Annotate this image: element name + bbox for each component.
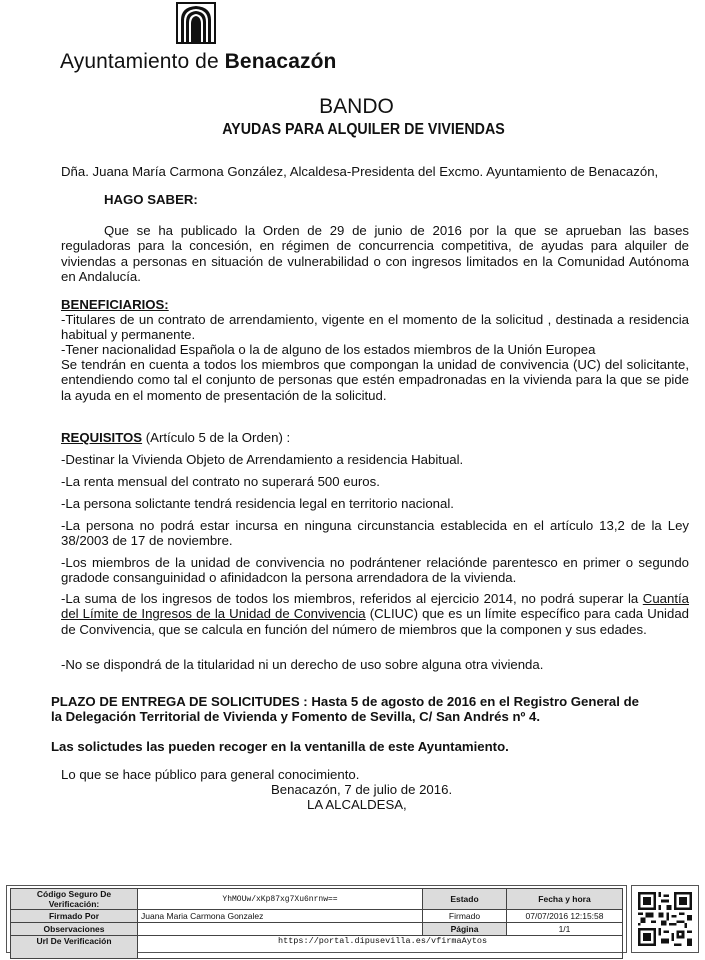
- observaciones-value: [138, 923, 423, 936]
- pagina-label: Página: [423, 923, 507, 936]
- firmado-por-label: Firmado Por: [11, 910, 138, 923]
- pagina-value: 1/1: [507, 923, 623, 936]
- table-row: [11, 910, 623, 923]
- codigo-label: Código Seguro De Verificación:: [11, 889, 138, 910]
- requisito-item: -La renta mensual del contrato no superará 500 euros.: [61, 474, 380, 489]
- table-row: [11, 936, 623, 959]
- table-row: [11, 923, 623, 936]
- requisitos-heading-note: (Artículo 5 de la Orden) :: [142, 430, 291, 445]
- document-title: BANDO: [319, 95, 394, 118]
- requisito-item: -Destinar la Vivienda Objeto de Arrendamiento a residencia Habitual.: [61, 452, 464, 467]
- cliuc-underlined-term: Cuantía del Límite de Ingresos de la Unidad de Convivencia: [61, 591, 689, 622]
- arch-emblem-icon: [176, 2, 216, 44]
- requisitos-heading: REQUISITOS: [61, 430, 143, 445]
- url-value[interactable]: https://portal.dipusevilla.es/vfirmaAytos: [138, 936, 623, 959]
- closing-line: Lo que se hace público para general conocimiento.: [61, 767, 360, 782]
- signer-title: LA ALCALDESA,: [307, 797, 407, 812]
- requisito-item-cliuc: [61, 591, 689, 637]
- cliuc-text-after: (CLIUC) que es un límite específico para cada Unidad de Convivencia, que se calcula en función del número de miembros que la componen y sus edades.: [61, 606, 689, 637]
- requisito-item: -La persona no podrá estar incursa en ninguna circunstancia establecida en el artículo 13,2 de la Ley 38/2003 de 17 de noviembre.: [61, 518, 689, 549]
- org-prefix: Ayuntamiento de: [60, 50, 219, 73]
- requisito-item: -La persona solictante tendrá residencia legal en territorio nacional.: [61, 496, 454, 511]
- document-subtitle: AYUDAS PARA ALQUILER DE VIVIENDAS: [222, 121, 505, 138]
- requisitos-heading-line: [61, 430, 290, 445]
- estado-value: Firmado: [423, 910, 507, 923]
- intro-line: Dña. Juana María Carmona González, Alcaldesa-Presidenta del Excmo. Ayuntamiento de Benacazón,: [61, 164, 659, 179]
- paragraph-orden: Que se ha publicado la Orden de 29 de junio de 2016 por la que se aprueban las bases reguladoras para la concesión, en régimen de concurrencia competitiva, de ayudas para alquiler de viviendas a personas en situación de vulnerabilidad o con ingresos limitados en la Comunidad Autónoma en Andalucía.: [61, 223, 689, 284]
- verification-table: [10, 888, 623, 959]
- organization-name: [60, 50, 336, 74]
- recoger-solicitudes: Las solictudes las pueden recoger en la ventanilla de este Ayuntamiento.: [51, 739, 509, 754]
- place-date: Benacazón, 7 de julio de 2016.: [271, 782, 453, 797]
- qr-code-icon: [631, 885, 699, 953]
- firmado-por-value: Juana Maria Carmona Gonzalez: [138, 910, 423, 923]
- requisito-item: -Los miembros de la unidad de convivencia no podrántener relaciónde parentesco en primer o segundo gradode consanguinidad o afinidadcon la persona arrendadora de la vivienda.: [61, 555, 689, 586]
- org-name-bold: Benacazón: [224, 50, 337, 73]
- codigo-value: YhMOUw/xKp87xg7Xu6nrnw==: [138, 889, 423, 910]
- requisito-item: -No se dispondrá de la titularidad ni un derecho de uso sobre alguna otra vivienda.: [61, 657, 544, 672]
- cliuc-text-before: -La suma de los ingresos de todos los miembros, referidos al ejercicio 2014, no podrá superar la: [61, 591, 643, 606]
- estado-label: Estado: [423, 889, 507, 910]
- plazo-entrega: PLAZO DE ENTREGA DE SOLICITUDES : Hasta 5 de agosto de 2016 en el Registro General de la Delegación Territorial de Vivienda y Fomento de Sevilla, C/ San Andrés nº 4.: [51, 694, 639, 725]
- beneficiarios-item: -Titulares de un contrato de arrendamiento, vigente en el momento de la solicitud , destinada a residencia habitual y permanente.: [61, 312, 689, 343]
- observaciones-label: Observaciones: [11, 923, 138, 936]
- fecha-label: Fecha y hora: [507, 889, 623, 910]
- verification-box: [6, 885, 627, 953]
- table-row: [11, 889, 623, 910]
- beneficiarios-note: Se tendrán en cuenta a todos los miembros que compongan la unidad de convivencia (UC) del solicitante, entendiendo como tal el conjunto de personas que estén empadronadas en la vivienda para la que se pide la ayuda en el momento de presentación de la solicitud.: [61, 357, 689, 403]
- beneficiarios-item: -Tener nacionalidad Española o la de alguno de los estados miembros de la Unión Europea: [61, 342, 596, 357]
- url-label: Url De Verificación: [11, 936, 138, 959]
- hago-saber-heading: HAGO SABER:: [104, 192, 198, 207]
- fecha-value: 07/07/2016 12:15:58: [507, 910, 623, 923]
- beneficiarios-heading: BENEFICIARIOS:: [61, 297, 169, 312]
